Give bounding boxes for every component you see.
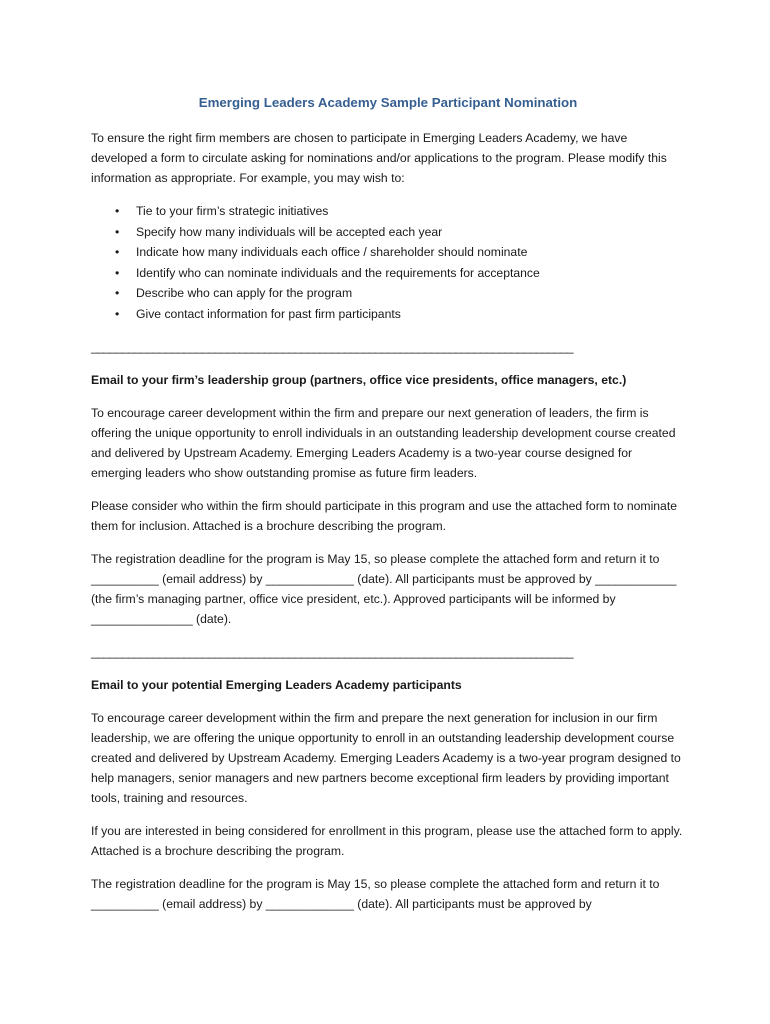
section1-paragraph-3: The registration deadline for the program is May 15, so please complete the attached form and return it to __________ (email address) by _____________ (date). All participants must be approved by ____________ (the firm’s managing partner, office vice president, etc.). Approved participants will be informed by _______________ (date).	[91, 552, 677, 626]
section1-paragraph-1: To encourage career development within the firm and prepare our next generation of leaders, the firm is offering the unique opportunity to enroll individuals in an outstanding leadership development course created and delivered by Upstream Academy. Emerging Leaders Academy is a two-year course designed for emerging leaders who show outstanding promise as future firm leaders.	[91, 406, 676, 480]
list-item	[115, 222, 685, 243]
list-item	[115, 283, 685, 304]
bullet-icon: •	[115, 245, 120, 259]
section2-paragraph-2: If you are interested in being considered for enrollment in this program, please use the attached form to apply. Attached is a brochure describing the program.	[91, 824, 683, 858]
document-body	[91, 93, 685, 927]
list-item	[115, 242, 685, 263]
bullet-icon: •	[115, 265, 120, 280]
bullet-icon: •	[115, 224, 120, 239]
section1-paragraph-2: Please consider who within the firm should participate in this program and use the attached form to nominate them for inclusion. Attached is a brochure describing the program.	[91, 499, 677, 533]
list-item-text: Give contact information for past firm participants	[136, 306, 401, 321]
bullet-icon: •	[115, 204, 120, 218]
list-item	[115, 304, 685, 325]
intro-paragraph: To ensure the right firm members are chosen to participate in Emerging Leaders Academy, we have developed a form to circulate asking for nominations and/or applications to the program. Please modify this information as appropriate. For example, you may wish to:	[91, 131, 667, 185]
section2-paragraph-3: The registration deadline for the program is May 15, so please complete the attached form and return it to __________ (email address) by _____________ (date). All participants must be approved by	[91, 877, 660, 911]
bullet-icon: •	[115, 286, 120, 300]
list-item-text: Identify who can nominate individuals and the requirements for acceptance	[136, 265, 540, 280]
list-item	[115, 201, 685, 222]
list-item	[115, 263, 685, 284]
section2-heading: Email to your potential Emerging Leaders Academy participants	[91, 678, 462, 692]
list-item-text: Tie to your firm’s strategic initiatives	[136, 204, 329, 218]
bullet-icon: •	[115, 306, 120, 321]
section-divider: ______________________________________________________________________________	[91, 340, 573, 354]
list-item-text: Specify how many individuals will be accepted each year	[136, 224, 443, 239]
section2-paragraph-1: To encourage career development within the firm and prepare the next generation for inclusion in our firm leadership, we are offering the unique opportunity to enroll in an outstanding leadership development course created and delivered by Upstream Academy. Emerging Leaders Academy is a two-year program designed to help managers, senior managers and new partners become exceptional firm leaders by providing important tools, training and resources.	[91, 711, 681, 805]
list-item-text: Indicate how many individuals each office / shareholder should nominate	[136, 245, 528, 259]
suggestion-list	[91, 201, 685, 324]
section-divider: ______________________________________________________________________________	[91, 645, 573, 659]
list-item-text: Describe who can apply for the program	[136, 286, 353, 300]
section1-heading: Email to your firm’s leadership group (partners, office vice presidents, office managers, etc.)	[91, 373, 627, 387]
document-title: Emerging Leaders Academy Sample Participant Nomination	[198, 95, 578, 110]
